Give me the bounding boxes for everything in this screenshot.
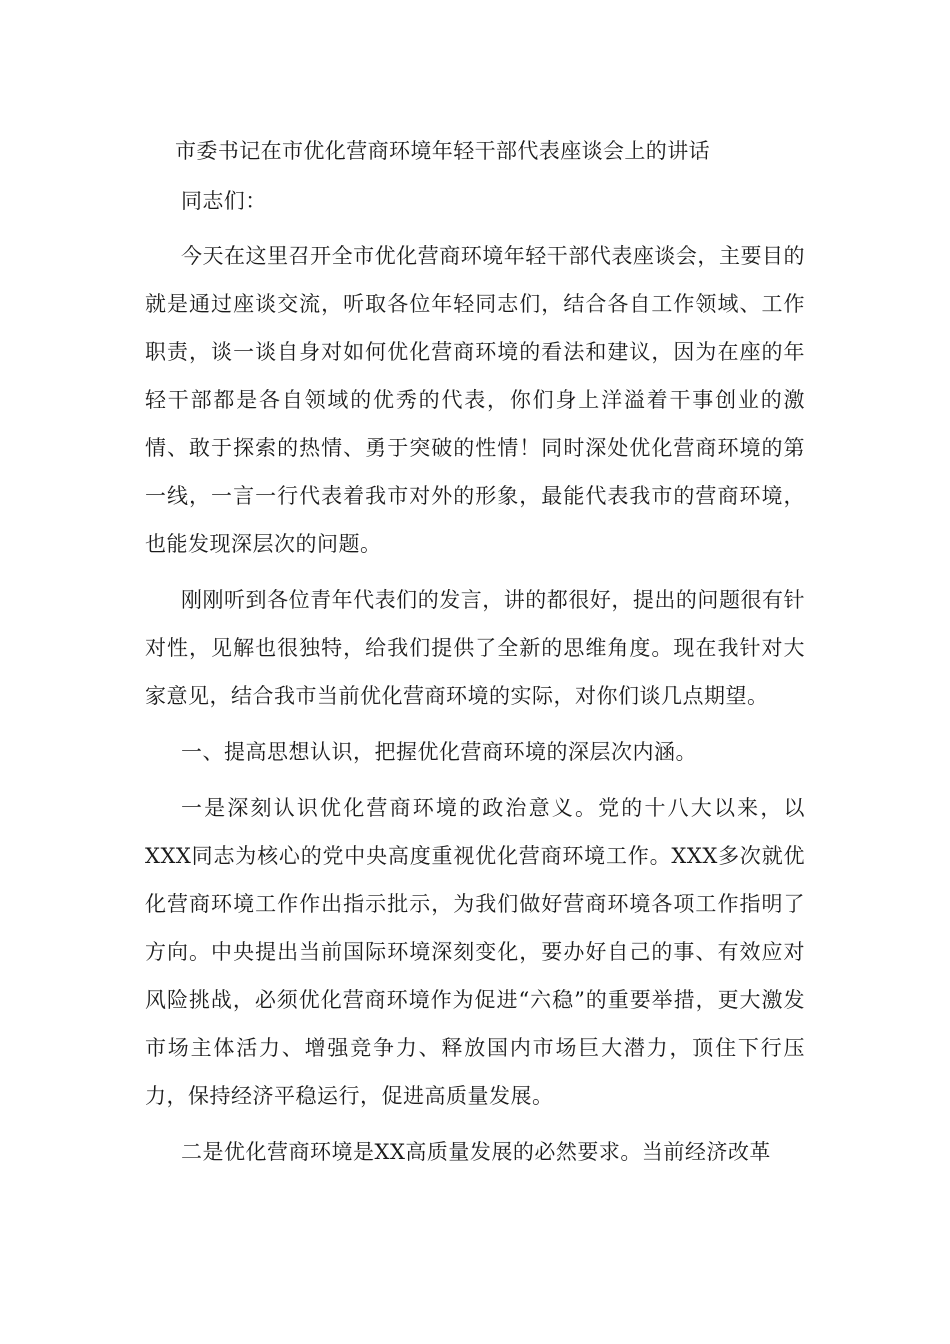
document-title: 市委书记在市优化营商环境年轻干部代表座谈会上的讲话 (175, 139, 710, 163)
section-heading-1: 一、提高思想认识，把握优化营商环境的深层次内涵。 (181, 740, 697, 764)
paragraph-point-2: 二是优化营商环境是XX高质量发展的必然要求。当前经济改革 (181, 1140, 771, 1164)
paragraph-point-1: 一是深刻认识优化营商环境的政治意义。党的十八大以来，以XXX同志为核心的党中央高度重视优化营商环境工作。XXX多次就优化营商环境工作作出指示批示，为我们做好营商环境各项工作指明了方向。中央提出当前国际环境深刻变化，要办好自己的事、有效应对风险挑战，必须优化营商环境作为促进“六稳”的重要举措，更大激发市场主体活力、增强竞争力、释放国内市场巨大潜力，顶住下行压力，保持经济平稳运行，促进高质量发展。 (145, 796, 805, 1108)
document-body (145, 130, 805, 1176)
paragraph-expectations: 刚刚听到各位青年代表们的发言，讲的都很好，提出的问题很有针对性，见解也很独特，给我们提供了全新的思维角度。现在我针对大家意见，结合我市当前优化营商环境的实际，对你们谈几点期望。 (145, 588, 805, 708)
paragraph-opening: 今天在这里召开全市优化营商环境年轻干部代表座谈会，主要目的就是通过座谈交流，听取各位年轻同志们，结合各自工作领域、工作职责，谈一谈自身对如何优化营商环境的看法和建议，因为在座的年轻干部都是各自领域的优秀的代表，你们身上洋溢着干事创业的激情、敢于探索的热情、勇于突破的性情！同时深处优化营商环境的第一线，一言一行代表着我市对外的形象，最能代表我市的营商环境，也能发现深层次的问题。 (145, 244, 805, 556)
greeting: 同志们： (181, 189, 267, 213)
